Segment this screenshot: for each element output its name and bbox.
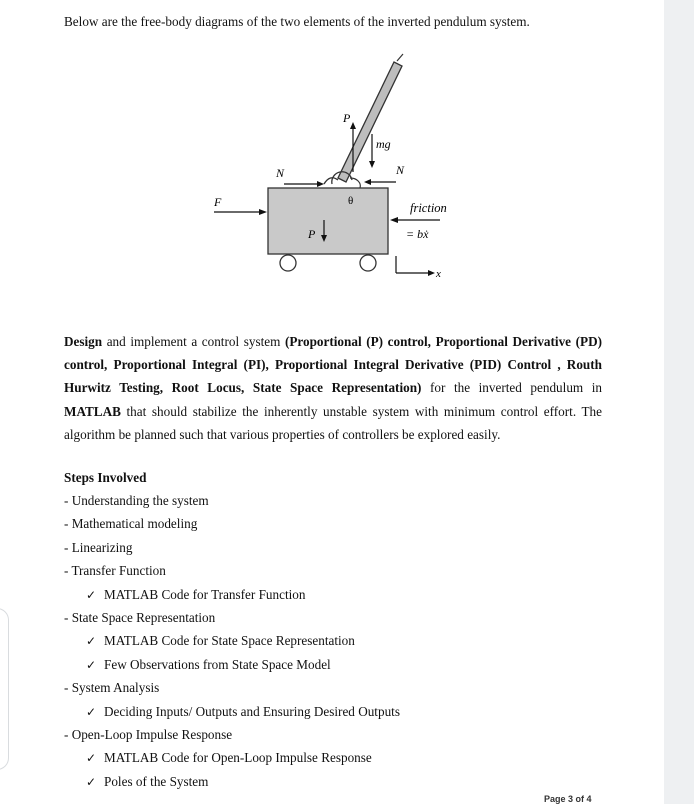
label-n-left: N — [276, 166, 285, 180]
step-item: - Understanding the system — [64, 493, 209, 508]
check-icon: ✓ — [86, 634, 97, 649]
check-icon: ✓ — [86, 774, 97, 789]
substep-label: Poles of the System — [104, 773, 209, 789]
wheel-right — [360, 255, 376, 271]
label-p-top: P — [343, 111, 351, 125]
design-text-3: that should stabilize the inherently unstable system with minimum control effort. The algorithm be planned such that various properties of controllers be explored easily. — [64, 403, 602, 442]
label-n-right: N — [396, 163, 405, 177]
step-item: - State Space Representation — [64, 609, 216, 625]
free-body-diagram — [200, 52, 490, 282]
intro-text: Below are the free-body diagrams of the two elements of the inverted pendulum system. — [64, 14, 530, 29]
label-mg: mg — [376, 137, 391, 151]
design-bold-1: (Proportional (P) control, Proportional Derivative (PD) control, Proportional Integral (PI), Proportional Integral Derivative (PID) Control , Routh Hurwitz Testing, Root Locus, State Space Representation) — [64, 334, 602, 396]
label-x: x — [436, 268, 441, 280]
design-paragraph — [64, 330, 602, 446]
design-text-2: for the inverted pendulum in — [421, 380, 602, 396]
viewer-edge-tab[interactable] — [0, 608, 9, 770]
design-text-1: and implement a control system — [102, 334, 285, 349]
substep-item — [64, 746, 400, 769]
cart-body — [268, 188, 388, 254]
check-icon: ✓ — [86, 657, 97, 672]
label-friction-eq: = bẋ — [406, 227, 429, 241]
substep-item — [64, 629, 400, 652]
substep-item — [64, 770, 400, 793]
check-icon: ✓ — [86, 587, 97, 602]
substep-item — [64, 653, 400, 676]
substep-item — [64, 583, 400, 606]
design-word: Design — [64, 334, 103, 349]
label-p-bottom: P — [308, 227, 316, 241]
substep-label: MATLAB Code for Transfer Function — [104, 586, 306, 602]
steps-title: Steps Involved — [64, 470, 147, 485]
design-bold-matlab: MATLAB — [64, 403, 121, 419]
page-number: Page 3 of 4 — [544, 794, 592, 804]
label-theta: θ — [348, 195, 354, 207]
wheel-left — [280, 255, 296, 271]
check-icon: ✓ — [86, 751, 97, 766]
viewer-side-panel — [664, 0, 694, 804]
step-item: - Transfer Function — [64, 563, 166, 579]
substep-label: MATLAB Code for Open-Loop Impulse Response — [104, 750, 372, 766]
substep-label: MATLAB Code for State Space Representation — [104, 633, 355, 649]
check-icon: ✓ — [86, 704, 97, 719]
substep-label: Deciding Inputs/ Outputs and Ensuring Desired Outputs — [104, 703, 400, 719]
substep-item — [64, 700, 400, 723]
step-item: - System Analysis — [64, 680, 160, 696]
label-f: F — [214, 195, 222, 209]
step-item: - Open-Loop Impulse Response — [64, 726, 233, 742]
steps-section — [64, 466, 400, 793]
step-item: - Linearizing — [64, 539, 133, 555]
substep-label: Few Observations from State Space Model — [104, 656, 331, 672]
label-friction: friction — [410, 201, 447, 215]
step-item: - Mathematical modeling — [64, 516, 198, 532]
